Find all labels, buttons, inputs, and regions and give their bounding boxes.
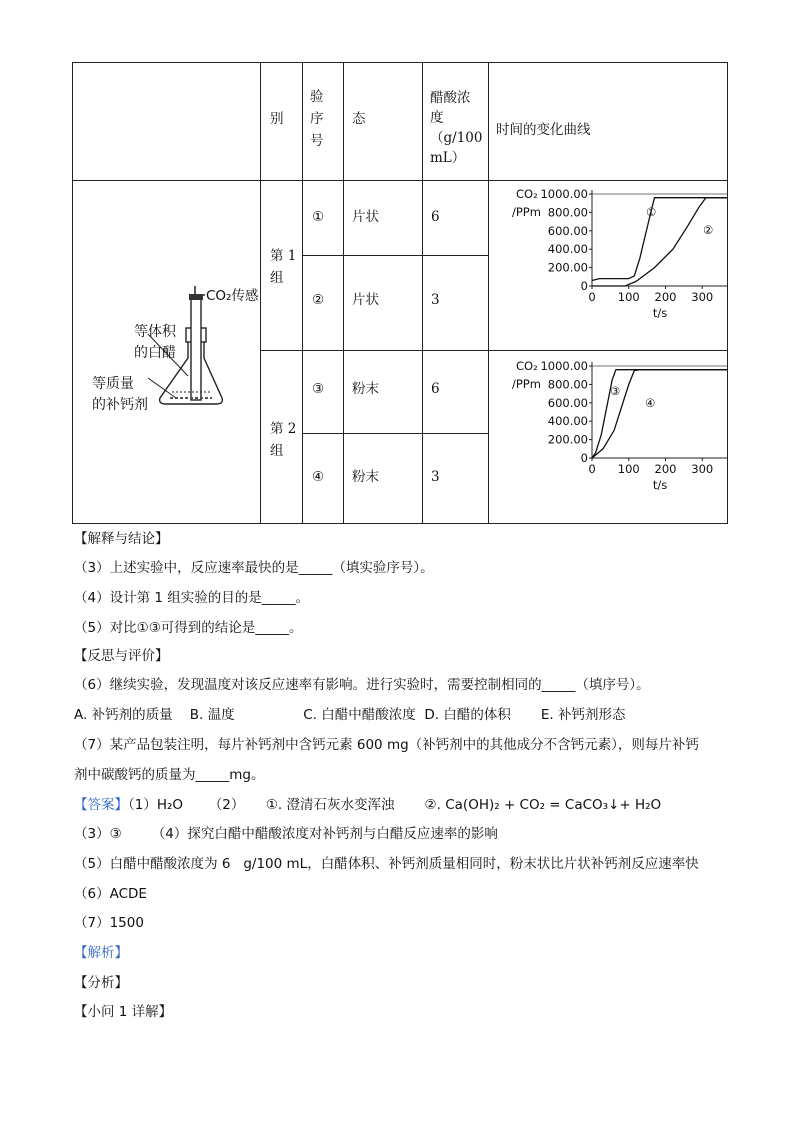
x-tick-label: 0 (588, 462, 596, 476)
heading-analysis: 【解析】 (74, 945, 128, 961)
col-divider (302, 62, 303, 524)
answer-line-2: （3）③ （4）探究白醋中醋酸浓度对补钙剂与白醋反应速率的影响 (74, 826, 498, 842)
x-tick-label: 100 (617, 462, 640, 476)
y-axis-label: CO₂ (516, 359, 538, 373)
y-tick-label: 400.00 (547, 242, 588, 257)
row-3-seq: ③ (312, 381, 325, 397)
col-divider (422, 62, 423, 524)
vinegar-label: 等体积 的白醋 (134, 324, 176, 361)
y-tick-label: 800.00 (547, 205, 588, 220)
y-tick-label: 400.00 (547, 414, 588, 429)
answer-line-1 (74, 794, 661, 816)
calcium-label: 等质量 的补钙剂 (92, 376, 148, 413)
row-4-conc: 3 (431, 469, 440, 485)
sensor-cap (189, 294, 203, 300)
heading-reflect: 【反思与评价】 (74, 648, 169, 664)
sensor-wire (195, 286, 205, 295)
y-tick-label: 1000.00 (540, 359, 588, 373)
x-axis-label: t/s (652, 478, 668, 492)
row-2-seq: ② (312, 292, 325, 308)
x-tick-label: 100 (617, 290, 640, 304)
row-2-state: 片状 (352, 292, 379, 308)
series-label: ④ (645, 396, 656, 410)
y-axis-label: CO₂ (516, 187, 538, 201)
question-7-line-2: 剂中碳酸钙的质量为_____mg。 (74, 767, 265, 783)
x-tick-label: 300 (691, 462, 714, 476)
series-line-1 (592, 198, 728, 281)
y-tick-label: 1000.00 (540, 187, 588, 201)
row-1-state: 片状 (352, 209, 379, 225)
y-tick-label: 600.00 (547, 223, 588, 238)
chart-1-svg (506, 183, 728, 333)
row-1-conc: 6 (431, 209, 440, 225)
row-divider (302, 255, 488, 256)
series-line-2 (592, 370, 728, 458)
x-axis-label: t/s (652, 306, 668, 320)
answer-line-4: （6）ACDE (74, 886, 147, 902)
group-2-label: 第 2 组 (270, 421, 297, 459)
question-4: （4）设计第 1 组实验的目的是_____。 (74, 590, 310, 606)
row-2-conc: 3 (431, 292, 440, 308)
row-divider (302, 433, 488, 434)
apparatus-diagram (88, 280, 268, 420)
series-line-1 (592, 370, 728, 458)
header-divider (72, 180, 728, 181)
heading-explain: 【解释与结论】 (74, 531, 169, 547)
group-1-label: 第 1 组 (270, 248, 297, 286)
answer-tag: 【答案】 (74, 797, 128, 813)
chart-group-2 (506, 355, 728, 505)
y-tick-label: 200.00 (547, 260, 588, 275)
answer-line-3: （5）白醋中醋酸浓度为 6 g/100 mL，白醋体积、补钙剂质量相同时，粉末状比片状补钙剂反应速率快 (74, 856, 699, 872)
heading-fenxi: 【分析】 (74, 975, 128, 991)
y-tick-label: 200.00 (547, 432, 588, 447)
row-4-seq: ④ (312, 469, 325, 485)
table-border-bottom (72, 523, 728, 524)
table-border-left (72, 62, 73, 524)
chart-2-svg (506, 355, 728, 505)
x-tick-label: 200 (654, 462, 677, 476)
group-divider (260, 350, 728, 351)
series-label: ① (646, 205, 657, 219)
y-axis-label: /PPm (512, 377, 541, 391)
question-6: （6）继续实验，发现温度对该反应速率有影响。进行实验时，需要控制相同的_____（填序号）。 (74, 677, 650, 693)
heading-detail-1: 【小问 1 详解】 (74, 1004, 173, 1020)
header-state: 态 (352, 111, 366, 127)
series-label: ② (703, 223, 714, 237)
sensor-label: CO₂传感 (206, 288, 259, 304)
question-7-line-1: （7）某产品包装注明，每片补钙剂中含钙元素 600 mg（补钙剂中的其他成分不含钙元素），则每片补钙 (74, 737, 699, 753)
row-1-seq: ① (312, 209, 325, 225)
y-tick-label: 600.00 (547, 395, 588, 410)
x-tick-label: 0 (588, 290, 596, 304)
col-divider (488, 62, 489, 524)
row-3-conc: 6 (431, 381, 440, 397)
y-tick-label: 0 (580, 451, 588, 465)
row-4-state: 粉末 (352, 469, 379, 485)
question-6-options: A. 补钙剂的质量 B. 温度 C. 白醋中醋酸浓度 D. 白醋的体积 E. 补钙剂形态 (74, 707, 626, 723)
answer-1-text: （1）H₂O （2） ①. 澄清石灰水变浑浊 ②. Ca(OH)₂ + CO₂ = CaCO₃↓+ H₂O (128, 797, 662, 813)
answer-line-5: （7）1500 (74, 915, 144, 931)
header-conc: 醋酸浓 度 （g/100 mL） (430, 90, 483, 166)
y-tick-label: 800.00 (547, 377, 588, 392)
col-divider (343, 62, 344, 524)
series-label: ③ (610, 384, 621, 398)
x-tick-label: 300 (691, 290, 714, 304)
chart-group-1 (506, 183, 728, 333)
series-line-2 (592, 198, 728, 286)
question-3: （3）上述实验中，反应速率最快的是_____（填实验序号）。 (74, 560, 434, 576)
y-axis-label: /PPm (512, 205, 541, 219)
y-tick-label: 0 (580, 279, 588, 293)
table-border-top (72, 62, 728, 63)
sensor-probe (191, 295, 201, 400)
question-5: （5）对比①③可得到的结论是_____。 (74, 620, 303, 636)
header-curve: 时间的变化曲线 (496, 122, 591, 138)
x-tick-label: 200 (654, 290, 677, 304)
header-seq: 验 序 号 (310, 89, 324, 149)
row-3-state: 粉末 (352, 381, 379, 397)
header-group: 别 (270, 111, 284, 127)
